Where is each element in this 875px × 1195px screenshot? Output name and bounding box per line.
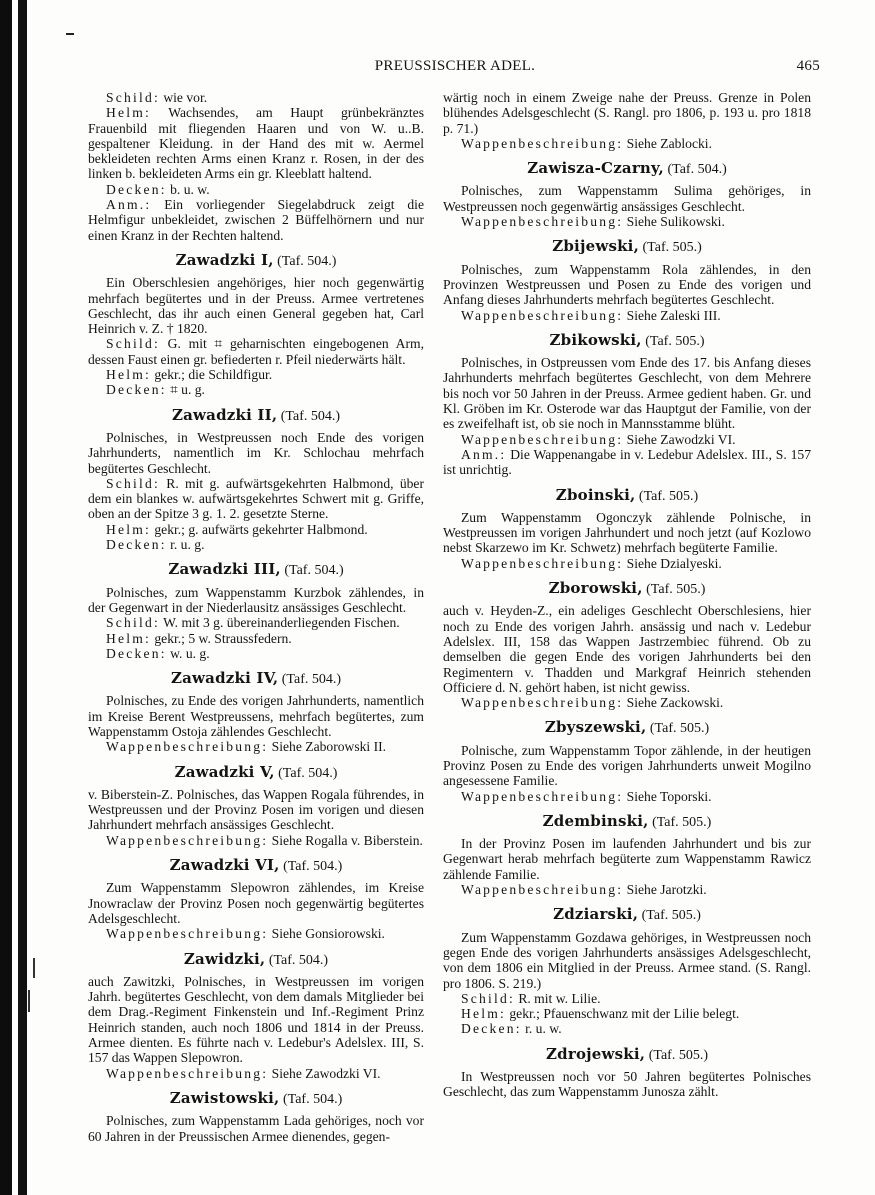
- plate-reference: (Taf. 505.): [648, 1047, 708, 1063]
- field-label: Schild:: [461, 990, 515, 1006]
- field-label: Schild:: [106, 475, 160, 491]
- field-label: Wappenbeschreibung:: [461, 555, 624, 571]
- field-text: R. mit w. Lilie.: [514, 990, 601, 1006]
- entry-name: Zawadzki VI,: [169, 856, 280, 875]
- entry-zboinski: [443, 485, 811, 571]
- field-label: Wappenbeschreibung:: [461, 788, 624, 804]
- field-text: Siehe Gonsiorowski.: [268, 926, 385, 942]
- continuation-block: [443, 90, 811, 151]
- field-label: Helm:: [106, 521, 151, 537]
- field-text: gekr.; g. aufwärts gekehrter Halbmond.: [150, 521, 368, 537]
- entry-zawadzki-iii: [88, 562, 424, 661]
- entry-zawadzki-i: [88, 250, 424, 398]
- field-text: gekr.; 5 w. Straussfedern.: [150, 630, 292, 646]
- entry-zbyszewski: [443, 720, 811, 803]
- field-text: gekr.; die Schildfigur.: [150, 367, 273, 383]
- field-label: Helm:: [106, 367, 151, 383]
- field-text: Siehe Zawodzki VI.: [623, 431, 736, 447]
- entry-name: Zdziarski,: [553, 905, 639, 924]
- entry-name: Zawadzki IV,: [170, 669, 279, 688]
- continuation-block: [88, 90, 424, 243]
- field-text: b. u. w.: [166, 181, 210, 197]
- field-label: Anm.:: [106, 197, 152, 213]
- field-text: Siehe Zackowski.: [623, 695, 724, 711]
- field-text: Siehe Zaleski III.: [623, 307, 721, 323]
- plate-reference: (Taf. 505.): [642, 240, 702, 256]
- entry-name: Zawistowski,: [169, 1088, 280, 1107]
- entry-zawadzki-iv: [88, 671, 424, 754]
- field-text: Siehe Zaborowski II.: [268, 739, 387, 755]
- entry-zawadzki-vi: [88, 858, 424, 941]
- scan-mark: [66, 33, 74, 35]
- field-text: Wachsendes, am Haupt grünbekränztes Frauenbild mit fliegenden Haaren und von W. u..B. gespaltener Kleidung. in der Hand des mit w. Aermel bekleideten rechten Arms einen Kranz r. Rosen, in der des linken b. bekleideten Arms ein gr. Kleeblatt haltend.: [88, 105, 424, 182]
- entry-name: Zdrojewski,: [546, 1044, 646, 1063]
- plate-reference: (Taf. 504.): [280, 408, 341, 424]
- entry-zbikowski: [443, 330, 811, 478]
- field-label: Schild:: [106, 336, 160, 352]
- field-text: Siehe Rogalla v. Biberstein.: [268, 832, 423, 848]
- entry-name: Zawadzki II,: [171, 405, 278, 424]
- entry-zawadzki-ii: [88, 405, 424, 553]
- field-text: wie vor.: [159, 90, 208, 105]
- field-label: Decken:: [106, 537, 167, 553]
- plate-reference: (Taf. 504.): [284, 563, 344, 579]
- field-label: Helm:: [461, 1006, 506, 1022]
- plate-reference: (Taf. 504.): [278, 765, 338, 781]
- entry-description: Polnisches, zum Wappenstamm Rola zählendes, in den Provinzen Westpreussen und Posen zu Ende des vorigen und Anfang dieses Jahrhunderts mehrfach begütertes Geschlecht.: [443, 261, 811, 308]
- entry-description: Polnisches, in Ostpreussen vom Ende des 17. bis Anfang dieses Jahrhunderts mehrfach begütertes Geschlecht, von dem Mehrere bis noch vor 50 Jahren in der Preuss. Armee gedient haben. Gr. und Kl. Gröben im Kr. Osterode war das Hauptgut der Familie, von der es zweifelhaft ist, ob sie noch in Mannsstamme blüht.: [443, 355, 811, 432]
- plate-reference: (Taf. 505.): [646, 582, 706, 598]
- plate-reference: (Taf. 504.): [281, 672, 342, 688]
- plate-reference: (Taf. 505.): [652, 814, 712, 830]
- field-text: Siehe Dzialyeski.: [623, 555, 722, 571]
- field-text: Siehe Zawodzki VI.: [268, 1065, 381, 1081]
- entry-name: Zbikowski,: [549, 330, 642, 349]
- entry-name: Zborowski,: [548, 579, 643, 598]
- field-label: Wappenbeschreibung:: [461, 882, 624, 898]
- field-text: gekr.; Pfauenschwanz mit der Lilie belegt.: [505, 1006, 740, 1022]
- field-text: G. mit ⌗ geharnischten eingebogenen Arm, dessen Faust einen gr. befiederten r. Pfeil niederwärts hält.: [88, 336, 424, 367]
- entry-description: v. Biberstein-Z. Polnisches, das Wappen Rogala führendes, in Westpreussen und der Provinz Posen im vorigen und diesen Jahrhundert mehrfach ansässiges Geschlecht.: [88, 786, 424, 833]
- entry-zawisza-czarny: [443, 161, 811, 229]
- field-label: Decken:: [106, 382, 167, 398]
- field-text: Siehe Toporski.: [623, 788, 712, 804]
- plate-reference: (Taf. 505.): [641, 908, 701, 924]
- entry-description: Polnisches, zum Wappenstamm Sulima gehöriges, in Westpreussen noch gegenwärtig ansässiges Geschlecht.: [443, 183, 811, 214]
- entry-description: In Westpreussen noch vor 50 Jahren begütertes Polnisches Geschlecht, das zum Wappenstamm Junosza zählt.: [443, 1069, 811, 1100]
- field-label: Wappenbeschreibung:: [461, 135, 624, 151]
- field-text: R. mit g. aufwärtsgekehrten Halbmond, über dem ein blankes w. aufwärtsgekehrtes Schwert mit g. Griffe, oben an der Spitze 3 g. 1. 2. gesetzte Sterne.: [88, 475, 424, 522]
- entry-description: Polnisches, zu Ende des vorigen Jahrhunderts, namentlich im Kreise Berent Westpreussens, mehrfach begütertes, zum Wappenstamm Ostoja zählendes Geschlecht.: [88, 693, 424, 739]
- field-label: Wappenbeschreibung:: [106, 739, 269, 755]
- field-text: r. u. w.: [521, 1021, 562, 1037]
- entry-zborowski: [443, 581, 811, 710]
- binding-edge-shadow: [0, 0, 12, 1195]
- page-number: 465: [796, 58, 820, 74]
- field-label: Schild:: [106, 90, 160, 105]
- entry-name: Zawisza-Czarny,: [527, 159, 664, 178]
- field-label: Wappenbeschreibung:: [106, 926, 269, 942]
- plate-reference: (Taf. 504.): [667, 162, 727, 178]
- field-label: Decken:: [461, 1021, 522, 1037]
- field-text: Siehe Zablocki.: [623, 135, 712, 151]
- field-label: Schild:: [106, 615, 160, 631]
- right-column: [443, 90, 811, 1100]
- entry-zbijewski: [443, 239, 811, 322]
- plate-reference: (Taf. 504.): [277, 253, 337, 269]
- entry-description: Ein Oberschlesien angehöriges, hier noch gegenwärtig mehrfach begütertes und in der Preuss. Armee vertretenes Geschlecht, das ihr auch einen General gegeben hat, Carl Heinrich v. Z. † 1820.: [88, 275, 424, 337]
- entry-zdrojewski: [443, 1044, 811, 1100]
- entry-description: Polnische, zum Wappenstamm Topor zählende, in der heutigen Provinz Posen zu Ende des vorigen Jahrhunderts unweit Mogilno angesessene Familie.: [443, 742, 811, 789]
- running-header: [90, 58, 820, 78]
- entry-description: auch Zawitzki, Polnisches, in Westpreussen im vorigen Jahrh. begütertes Geschlecht, von dem damals Mitglieder bei dem Drag.-Regiment Finkenstein und Inf.-Regiment Prinz Heinrich standen, auch noch 1806 und 1814 in der Preuss. Armee dienten. Es führte nach v. Ledebur's Adelslex. III, S. 157 das Wappen Slepowron.: [88, 973, 424, 1066]
- field-label: Wappenbeschreibung:: [106, 832, 269, 848]
- entry-name: Zdembinski,: [542, 811, 649, 830]
- entry-name: Zawadzki V,: [174, 762, 275, 781]
- field-label: Wappenbeschreibung:: [461, 695, 624, 711]
- entry-description: Polnisches, zum Wappenstamm Lada gehöriges, noch vor 60 Jahren in der Preussischen Armee dienendes, gegen-: [88, 1113, 424, 1144]
- field-text: Die Wappenangabe in v. Ledebur Adelslex. III., S. 157 ist unrichtig.: [443, 446, 811, 478]
- scan-mark: [33, 958, 35, 978]
- entry-name: Zawadzki I,: [175, 250, 274, 269]
- plate-reference: (Taf. 505.): [645, 333, 705, 349]
- field-label: Helm:: [106, 630, 151, 646]
- plate-reference: (Taf. 504.): [268, 952, 329, 968]
- continuation-text: wärtig noch in einem Zweige nahe der Preuss. Grenze in Polen blühendes Adelsgeschlecht (S. Rangl. pro 1806, p. 193 u. pro 1818 p. 71.): [443, 90, 811, 136]
- field-label: Wappenbeschreibung:: [461, 214, 624, 230]
- entry-name: Zawidzki,: [183, 949, 266, 968]
- left-column: [88, 90, 424, 1144]
- entry-name: Zbyszewski,: [544, 718, 647, 737]
- entry-zawidzki: [88, 949, 424, 1081]
- entry-zdembinski: [443, 811, 811, 898]
- entry-description: Zum Wappenstamm Slepowron zählendes, im Kreise Jnowraclaw der Provinz Posen noch gegenwärtig begütertes Adelsgeschlecht.: [88, 880, 424, 926]
- field-text: Siehe Sulikowski.: [623, 214, 725, 230]
- entry-description: Zum Wappenstamm Ogonczyk zählende Polnische, in Westpreussen im vorigen Jahrhundert und noch jetzt (auf Kozlowo nebst Skarzewo im Kr. Schwetz) mehrfach begüterte Familie.: [443, 509, 811, 556]
- running-title: PREUSSISCHER ADEL.: [374, 58, 536, 74]
- entry-description: Zum Wappenstamm Gozdawa gehöriges, in Westpreussen noch gegen Ende des vorigen Jahrhunderts ansässiges Adelsgeschlecht, von dem 1806 ein Mitglied in der Preuss. Armee stand. (S. Rangl. pro 1806. S. 219.): [443, 929, 811, 991]
- entry-description: auch v. Heyden-Z., ein adeliges Geschlecht Oberschlesiens, hier noch zu Ende des vorigen Jahrh. ansässig und nach v. Ledebur Adelslex. III, 158 das Wappen Jastrzembiec führend. Ob zu demselben die gegen Ende des vorigen Jahrhunderts bei den Regimentern v. Thadden und Markgraf Heinrich stehenden Officiere d. N. gehört haben, ist nicht gewiss.: [443, 603, 811, 695]
- plate-reference: (Taf. 505.): [638, 488, 699, 504]
- field-label: Decken:: [106, 645, 167, 661]
- entry-name: Zboinski,: [555, 485, 636, 504]
- field-text: Siehe Jarotzki.: [623, 882, 707, 898]
- field-label: Helm:: [106, 105, 151, 121]
- entry-name: Zbijewski,: [552, 237, 639, 256]
- field-text: w. u. g.: [166, 645, 210, 661]
- field-text: r. u. g.: [166, 537, 205, 553]
- entry-zawadzki-v: [88, 762, 424, 848]
- field-text: Ein vorliegender Siegelabdruck zeigt die Helmfigur unbekleidet, zwischen 2 Büffelhörnern und nur einen Kranz in der Rechten haltend.: [88, 197, 424, 243]
- field-label: Wappenbeschreibung:: [461, 431, 624, 447]
- scan-mark: [28, 990, 30, 1012]
- field-label: Decken:: [106, 181, 167, 197]
- binding-edge-shadow-inner: [18, 0, 27, 1195]
- entry-description: Polnisches, zum Wappenstamm Kurzbok zählendes, in der Gegenwart in der Niederlausitz ansässiges Geschlecht.: [88, 584, 424, 615]
- field-text: ⌗ u. g.: [166, 382, 205, 398]
- plate-reference: (Taf. 505.): [649, 721, 710, 737]
- field-label: Wappenbeschreibung:: [461, 307, 624, 323]
- field-label: Wappenbeschreibung:: [106, 1065, 269, 1081]
- entry-description: Polnisches, in Westpreussen noch Ende des vorigen Jahrhunderts, namentlich im Kr. Schlochau mehrfach begütertes Geschlecht.: [88, 429, 424, 476]
- entry-zawistowski: [88, 1088, 424, 1144]
- entry-name: Zawadzki III,: [168, 560, 281, 579]
- field-text: W. mit 3 g. übereinanderliegenden Fischen.: [159, 615, 400, 631]
- plate-reference: (Taf. 504.): [282, 1091, 343, 1107]
- entry-zdziarski: [443, 907, 811, 1036]
- field-label: Anm.:: [461, 446, 507, 462]
- plate-reference: (Taf. 504.): [283, 859, 343, 875]
- entry-description: In der Provinz Posen im laufenden Jahrhundert und bis zur Gegenwart herab mehrfach begüterte zum Wappenstamm Rawicz zählende Familie.: [443, 836, 811, 882]
